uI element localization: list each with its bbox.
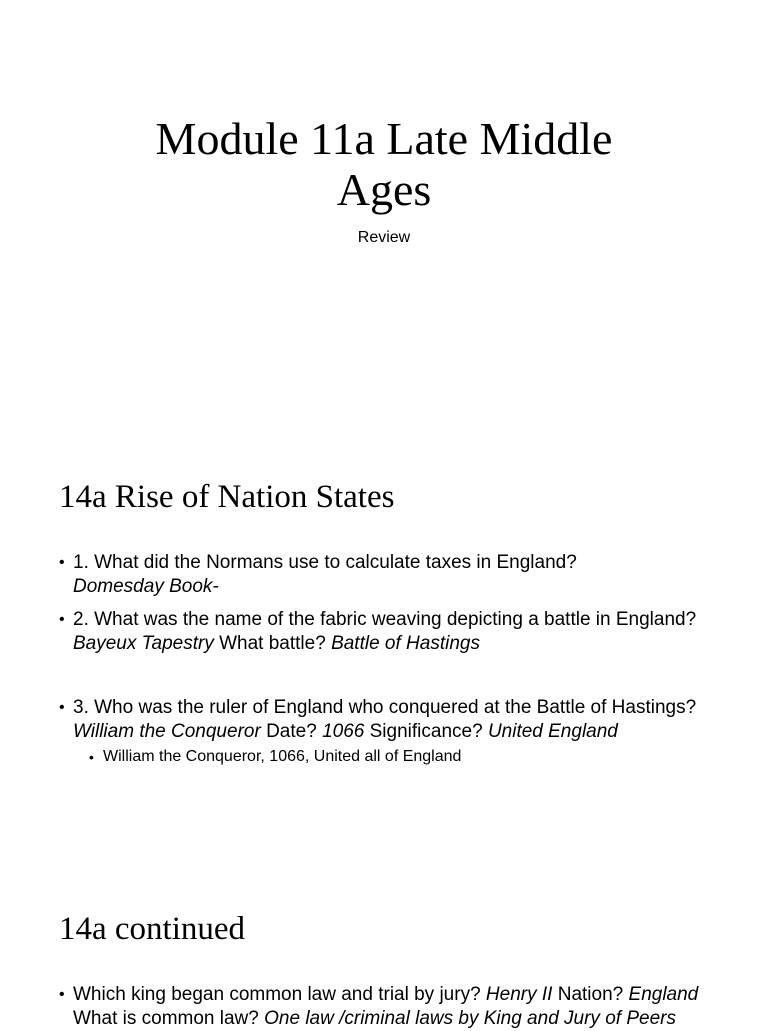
- question-2: [59, 608, 709, 656]
- question-1: [59, 551, 709, 599]
- slide-subtitle: Review: [357, 229, 411, 246]
- common-law-definition-answer: One law /criminal laws by King and Jury of Peers: [264, 1008, 676, 1029]
- question-3-date-label: Date?: [266, 721, 317, 742]
- question-3-significance-answer: United England: [487, 721, 618, 742]
- question-2-text: 2. What was the name of the fabric weaving depicting a battle in England?: [73, 609, 697, 630]
- question-1-text: 1. What did the Normans use to calculate taxes in England?: [73, 552, 577, 573]
- question-list: [59, 551, 709, 767]
- nation-label: Nation?: [557, 984, 624, 1005]
- slide-title: [0, 113, 768, 215]
- title-line-2: Ages: [336, 164, 432, 215]
- question-1-answer: Domesday Book-: [73, 576, 219, 597]
- slide-heading: 14a continued: [59, 911, 246, 947]
- nation-answer: England: [628, 984, 699, 1005]
- title-line-1: Module 11a Late Middle: [155, 113, 613, 164]
- question-3-sub-point: • William the Conqueror, 1066, United all of England: [89, 747, 709, 767]
- question-2-followup: What battle?: [219, 633, 326, 654]
- common-law-definition-question: What is common law?: [73, 1008, 259, 1029]
- question-3-answer: William the Conqueror: [73, 721, 261, 742]
- title-slide: [0, 0, 768, 430]
- question-2-followup-answer: Battle of Hastings: [331, 633, 480, 654]
- question-3: [59, 696, 709, 744]
- common-law-answer: Henry II: [485, 984, 553, 1005]
- question-3-significance-label: Significance?: [369, 721, 483, 742]
- question-3-text: 3. Who was the ruler of England who conquered at the Battle of Hastings?: [73, 697, 697, 718]
- question-3-date-answer: 1066: [322, 721, 365, 742]
- question-2-answer: Bayeux Tapestry: [73, 633, 214, 654]
- common-law-question-text: Which king began common law and trial by jury?: [73, 984, 481, 1005]
- slide-heading: 14a Rise of Nation States: [59, 479, 395, 515]
